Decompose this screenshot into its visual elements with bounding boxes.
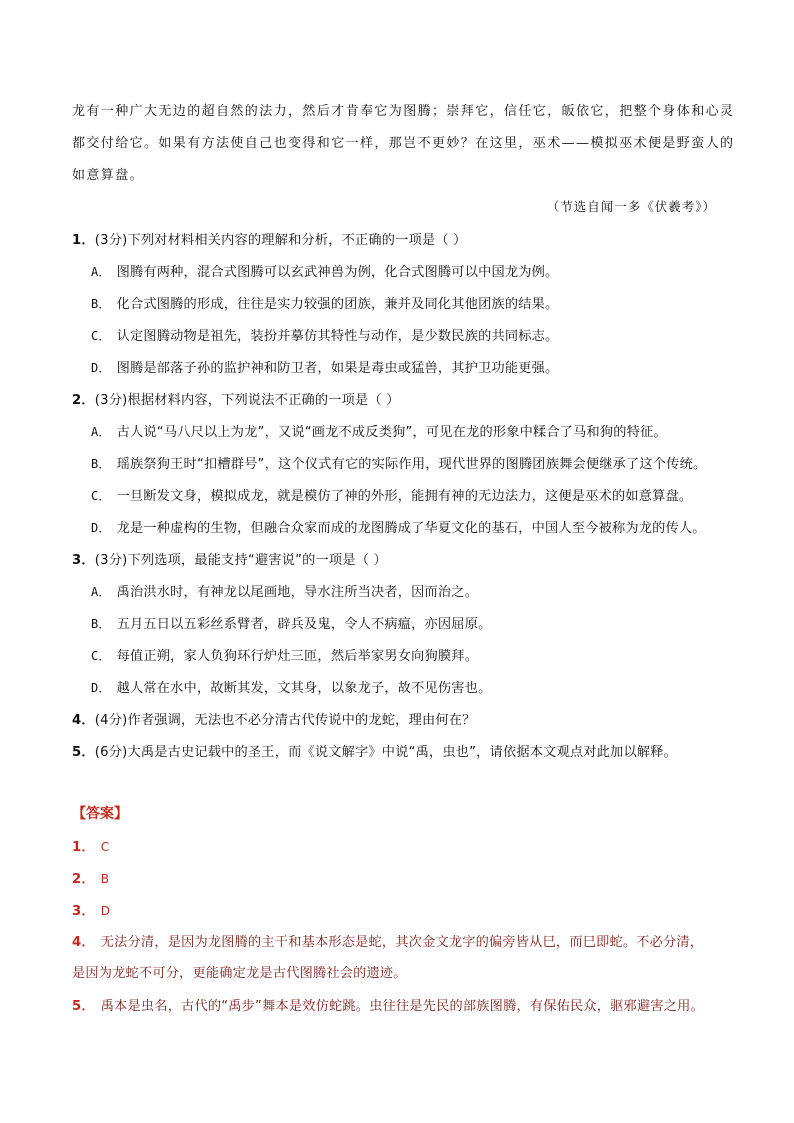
- option-letter: B．: [91, 297, 111, 311]
- option-text: 化合式图腾的形成，往往是实力较强的团族，兼并及同化其他团族的结果。: [116, 297, 559, 312]
- question-text: 下列对材料相关内容的理解和分析，不正确的一项是（ ）: [127, 233, 467, 248]
- question-score: (3分): [94, 393, 128, 408]
- question-3: [72, 549, 387, 568]
- passage-source: （节选自闻一多《伏羲考》）: [546, 199, 716, 214]
- answer-1: [72, 836, 109, 855]
- answer-3: [72, 900, 110, 919]
- answer-number: 1．: [72, 840, 95, 855]
- question-1: [72, 229, 467, 248]
- option-text: 图腾是部落子孙的监护神和防卫者，如果是毒虫或猛兽，其护卫功能更强。: [116, 361, 559, 376]
- question-number: 1．: [72, 233, 95, 248]
- option-3a[interactable]: [91, 581, 478, 600]
- answer-4: [72, 931, 703, 950]
- answer-text: C: [100, 840, 110, 854]
- question-text: 作者强调，无法也不必分清古代传说中的龙蛇，理由何在？: [127, 713, 476, 728]
- option-text: 五月五日以五彩丝系臂者，辟兵及鬼，令人不病瘟，亦因屈原。: [116, 617, 492, 632]
- option-text: 一旦断发文身，模拟成龙，就是模仿了神的外形，能拥有神的无边法力，这便是巫术的如意算盘。: [116, 489, 693, 504]
- answer-text: 禹本是虫名，古代的“禹步”舞本是效仿蛇跳。虫往往是先民的部族图腾，有保佑民众，驱邪避害之用。: [100, 999, 704, 1014]
- option-1b[interactable]: [91, 293, 558, 312]
- option-text: 图腾有两种，混合式图腾可以玄武神兽为例，化合式图腾可以中国龙为例。: [116, 265, 559, 280]
- option-2b[interactable]: [91, 453, 706, 472]
- option-letter: D．: [91, 681, 111, 695]
- question-score: (3分): [94, 233, 128, 248]
- answer-2: [72, 868, 109, 887]
- question-score: (3分): [94, 553, 128, 568]
- option-2d[interactable]: [91, 517, 706, 536]
- question-text: 根据材料内容，下列说法不正确的一项是（ ）: [127, 393, 400, 408]
- option-letter: C．: [91, 649, 111, 663]
- answer-text: B: [100, 872, 110, 886]
- question-number: 4．: [72, 713, 95, 728]
- answer-4-continuation: 是因为龙蛇不可分，更能确定龙是古代图腾社会的遗迹。: [72, 966, 407, 981]
- question-number: 5．: [72, 745, 95, 760]
- answer-number: 3．: [72, 904, 95, 919]
- answer-heading: 【答案】: [72, 806, 128, 822]
- question-4: [72, 709, 476, 728]
- answer-text: D: [100, 904, 111, 918]
- option-text: 瑶族祭狗王时“扣槽群号”，这个仪式有它的实际作用，现代世界的图腾团族舞会便继承了这个传统。: [116, 457, 707, 472]
- option-3c[interactable]: [91, 645, 478, 664]
- option-letter: B．: [91, 457, 111, 471]
- option-3b[interactable]: [91, 613, 491, 632]
- option-letter: A．: [91, 585, 111, 599]
- passage-line: 如意算盘。: [72, 168, 145, 183]
- question-2: [72, 389, 400, 408]
- option-3d[interactable]: [91, 677, 491, 696]
- question-number: 2．: [72, 393, 95, 408]
- question-score: (6分): [94, 745, 128, 760]
- answer-number: 5．: [72, 999, 95, 1014]
- option-letter: D．: [91, 361, 111, 375]
- option-letter: C．: [91, 329, 111, 343]
- option-text: 越人常在水中，故断其发，文其身，以象龙子，故不见伤害也。: [116, 681, 492, 696]
- question-text: 大禹是古史记载中的圣王，而《说文解字》中说“禹，虫也”，请依据本文观点对此加以解释。: [127, 745, 677, 760]
- option-letter: C．: [91, 489, 111, 503]
- option-1a[interactable]: [91, 261, 558, 280]
- question-text: 下列选项，最能支持“避害说”的一项是（ ）: [127, 553, 387, 568]
- answer-text: 无法分清，是因为龙图腾的主干和基本形态是蛇，其次金文龙字的偏旁皆从巳，而巳即蛇。不必分清，: [100, 935, 704, 950]
- option-text: 古人说“马八尺以上为龙”，又说“画龙不成反类狗”，可见在龙的形象中糅合了马和狗的特征。: [116, 425, 667, 440]
- option-text: 禹治洪水时，有神龙以尾画地，导水注所当决者，因而治之。: [116, 585, 479, 600]
- option-1d[interactable]: [91, 357, 558, 376]
- option-letter: B．: [91, 617, 111, 631]
- question-score: (4分): [94, 713, 128, 728]
- question-number: 3．: [72, 553, 95, 568]
- option-text: 每值正朔，家人负狗环行炉灶三匝，然后举家男女向狗膜拜。: [116, 649, 479, 664]
- question-5: [72, 741, 677, 760]
- option-text: 龙是一种虚构的生物，但融合众家而成的龙图腾成了华夏文化的基石，中国人至今被称为龙的传人。: [116, 521, 706, 536]
- option-1c[interactable]: [91, 325, 558, 344]
- option-letter: A．: [91, 265, 111, 279]
- option-letter: A．: [91, 425, 111, 439]
- passage-line: 都交付给它。如果有方法使自己也变得和它一样，那岂不更妙？在这里，巫术——模拟巫术便是野蛮人的: [72, 136, 735, 151]
- passage-line: 龙有一种广大无边的超自然的法力，然后才肯奉它为图腾；崇拜它，信任它，皈依它，把整个身体和心灵: [72, 104, 735, 119]
- answer-number: 4．: [72, 935, 95, 950]
- option-2a[interactable]: [91, 421, 667, 440]
- option-2c[interactable]: [91, 485, 692, 504]
- option-text: 认定图腾动物是祖先，装扮并摹仿其特性与动作，是少数民族的共同标志。: [116, 329, 559, 344]
- answer-5: [72, 995, 704, 1014]
- option-letter: D．: [91, 521, 111, 535]
- answer-number: 2．: [72, 872, 95, 887]
